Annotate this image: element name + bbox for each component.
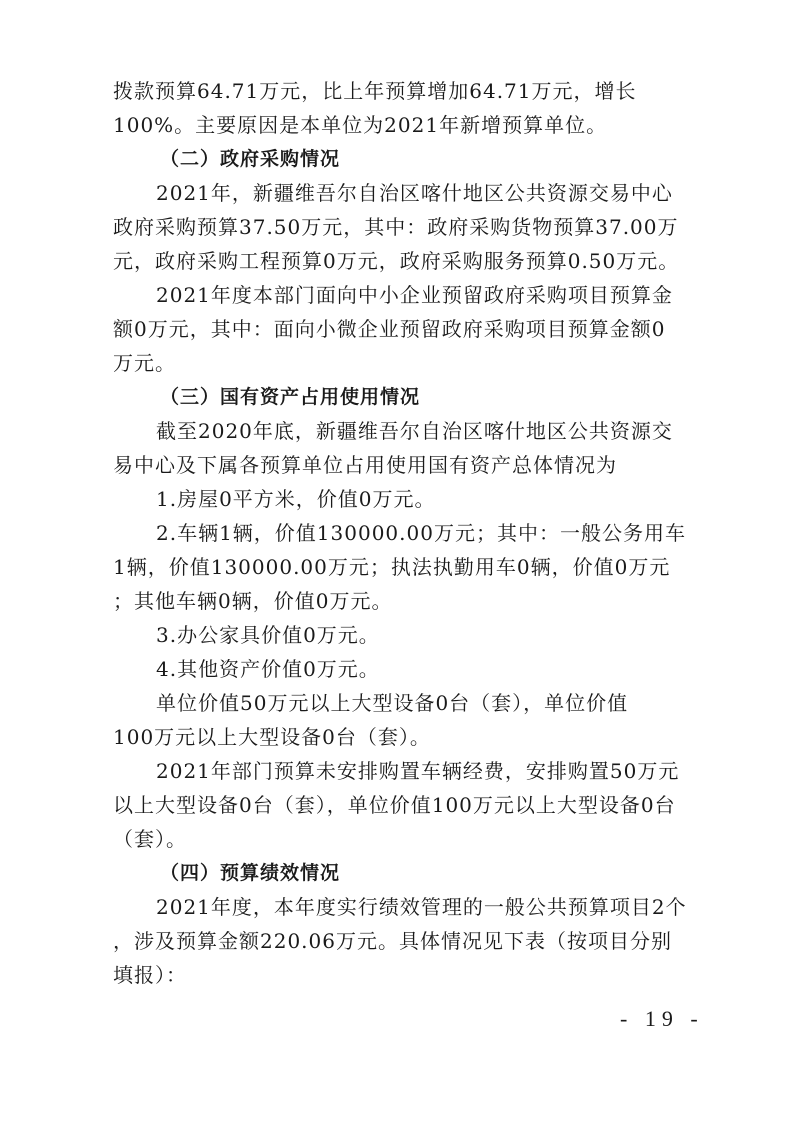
paragraph-line: 易中心及下属各预算单位占用使用国有资产总体情况为 <box>113 453 617 477</box>
section-heading-state-assets: （三）国有资产占用使用情况 <box>160 386 421 408</box>
paragraph-line: 100%。主要原因是本单位为2021年新增预算单位。 <box>113 113 608 137</box>
paragraph-line: 2021年度，本年度实行绩效管理的一般公共预算项目2个 <box>156 895 687 919</box>
paragraph-line: 2021年度本部门面向中小企业预留政府采购项目预算金 <box>156 283 673 307</box>
paragraph-line: 拨款预算64.71万元，比上年预算增加64.71万元，增长 <box>113 79 637 103</box>
paragraph-line: 单位价值50万元以上大型设备0台（套），单位价值 <box>156 691 629 715</box>
paragraph-line: 100万元以上大型设备0台（套）。 <box>113 725 431 749</box>
paragraph-line: 以上大型设备0台（套），单位价值100万元以上大型设备0台 <box>113 793 676 817</box>
section-heading-government-procurement: （二）政府采购情况 <box>160 148 341 170</box>
section-heading-performance: （四）预算绩效情况 <box>160 862 341 884</box>
paragraph-line: ；其他车辆0辆，价值0万元。 <box>113 589 393 613</box>
list-item: 2.车辆1辆，价值130000.00万元；其中：一般公务用车 <box>156 521 686 545</box>
list-item: 1.房屋0平方米，价值0万元。 <box>156 487 436 511</box>
list-item: 4.其他资产价值0万元。 <box>156 657 380 681</box>
paragraph-line: 额0万元，其中：面向小微企业预留政府采购项目预算金额0 <box>113 317 666 341</box>
paragraph-line: （套）。 <box>113 827 187 851</box>
list-item: 3.办公家具价值0万元。 <box>156 623 380 647</box>
paragraph-line: ，涉及预算金额220.06万元。具体情况见下表（按项目分别 <box>113 929 672 953</box>
paragraph-line: 元，政府采购工程预算0万元，政府采购服务预算0.50万元。 <box>113 249 680 273</box>
paragraph-line: 政府采购预算37.50万元，其中：政府采购货物预算37.00万 <box>113 215 679 239</box>
paragraph-line: 万元。 <box>113 351 176 375</box>
paragraph-line: 2021年部门预算未安排购置车辆经费，安排购置50万元 <box>156 759 680 783</box>
paragraph-line: 填报）： <box>113 963 187 987</box>
paragraph-line: 1辆，价值130000.00万元；执法执勤用车0辆，价值0万元 <box>113 555 671 579</box>
paragraph-line: 2021年，新疆维吾尔自治区喀什地区公共资源交易中心 <box>156 181 673 205</box>
page-number: - 19 - <box>620 1006 704 1031</box>
paragraph-line: 截至2020年底，新疆维吾尔自治区喀什地区公共资源交 <box>156 419 673 443</box>
